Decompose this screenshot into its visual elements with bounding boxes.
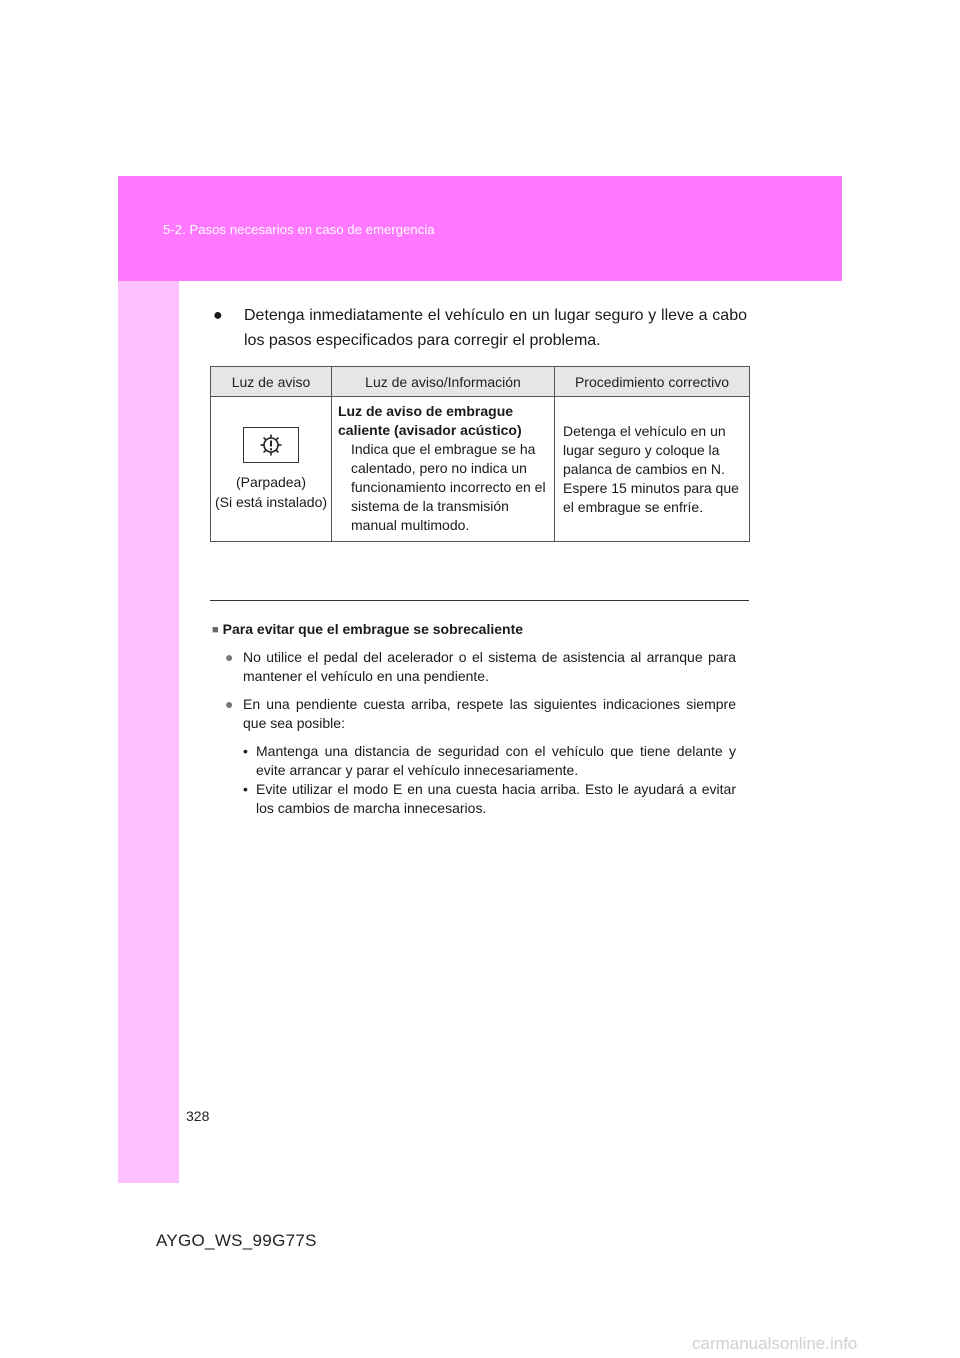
light-cell [211, 397, 332, 542]
info-description: Indica que el embrague se ha calentado, pero no indica un funcionamiento incorrecto en el sistema de la transmisión manual multimodo. [351, 441, 546, 533]
header-cell-light: Luz de aviso [211, 367, 332, 397]
page-number: 328 [186, 1108, 210, 1124]
gear-exclamation-icon [243, 427, 299, 463]
bullet: ● [225, 696, 234, 712]
intro-paragraph [213, 303, 747, 353]
header-cell-procedure: Procedimiento correctivo [555, 367, 750, 397]
sub-bullet: • [243, 781, 248, 797]
list-item [212, 648, 736, 686]
light-note-blinks: (Parpadea) [235, 473, 307, 490]
light-note-if-equipped: (Si está instalado) [214, 493, 328, 510]
section-title: 5-2. Pasos necesarios en caso de emergencia [163, 222, 435, 237]
info-cell [332, 397, 555, 542]
procedure-cell [555, 397, 750, 542]
watermark: carmanualsonline.info [692, 1334, 858, 1353]
procedure-text: Detenga el vehículo en un lugar seguro y coloque la palanca de cambios en N. Espere 15 minutos para que el embrague se enfríe. [563, 422, 739, 515]
sub-list-item [212, 742, 736, 780]
bullet: ● [225, 649, 234, 665]
sub-list-item [212, 780, 736, 818]
square-marker: ■ [212, 624, 219, 636]
note-title [212, 620, 736, 640]
side-band [118, 281, 179, 1183]
intro-text: Detenga inmediatamente el vehículo en un lugar seguro y lleve a cabo los pasos especificados para corregir el problema. [244, 307, 747, 349]
list-item-text: No utilice el pedal del acelerador o el sistema de asistencia al arranque para mantener el vehículo en una pendiente. [243, 649, 736, 684]
divider [210, 600, 749, 601]
document-code: AYGO_WS_99G77S [156, 1231, 317, 1250]
bullet: ● [213, 307, 223, 324]
list-item-text: En una pendiente cuesta arriba, respete las siguientes indicaciones siempre que sea posible: [243, 696, 736, 731]
sub-list-item-text: Mantenga una distancia de seguridad con el vehículo que tiene delante y evite arrancar y parar el vehículo innecesariamente. [256, 743, 736, 778]
list-item [212, 695, 736, 733]
info-title: Luz de aviso de embrague caliente (avisador acústico) [338, 403, 522, 438]
note-title-text: Para evitar que el embrague se sobrecaliente [222, 621, 524, 637]
table-header-row [211, 367, 750, 397]
warning-table [210, 366, 750, 542]
table-row [211, 397, 750, 542]
header-cell-info: Luz de aviso/Información [332, 367, 555, 397]
sub-list-item-text: Evite utilizar el modo E en una cuesta hacia arriba. Esto le ayudará a evitar los cambios de marcha innecesarios. [256, 781, 736, 816]
sub-bullet: • [243, 743, 248, 759]
notes-section [212, 620, 736, 818]
